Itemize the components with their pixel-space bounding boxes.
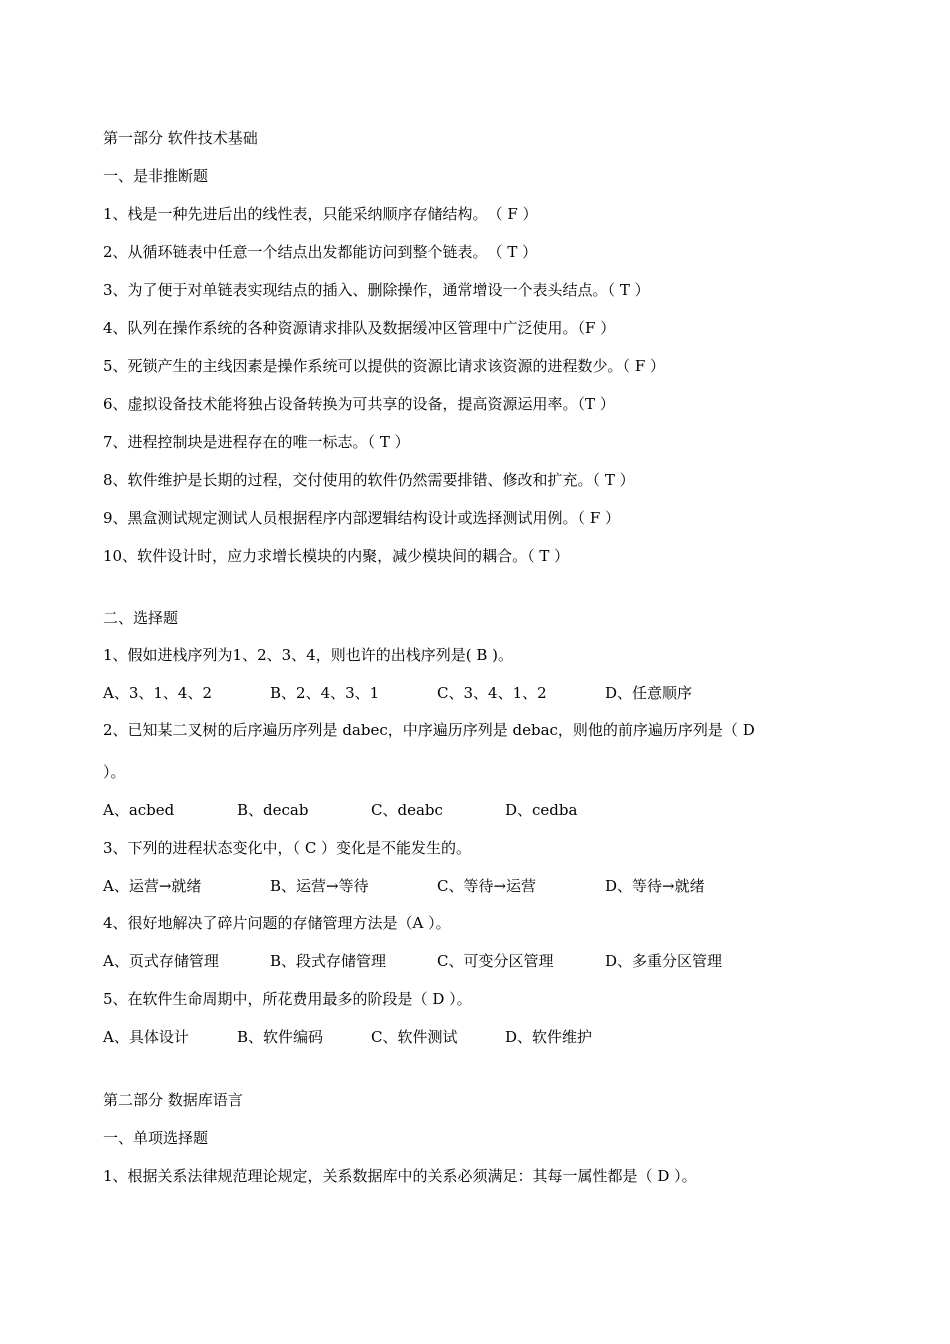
mc-q2-option-c: C、deabc xyxy=(371,801,443,819)
tf-question-2: 2、从循环链表中任意一个结点出发都能访问到整个链表。 （ T ） xyxy=(103,243,538,261)
mc-question-4: 4、很好地解决了碎片问题的存储管理方法是（A ）。 xyxy=(103,914,451,932)
mc-q2-option-a: A、acbed xyxy=(103,801,175,819)
mc-q5-option-d: D、软件维护 xyxy=(505,1028,593,1046)
tf-question-1: 1、栈是一种先进后出的线性表，只能采纳顺序存储结构。 （ F ） xyxy=(103,205,538,223)
part1-title: 第一部分 软件技术基础 xyxy=(103,129,258,147)
mc-q4-option-b: B、段式存储管理 xyxy=(270,952,387,970)
part2-section-heading: 一、单项选择题 xyxy=(103,1129,209,1147)
tf-question-5: 5、死锁产生的主线因素是操作系统可以提供的资源比请求该资源的进程数少。（ F ） xyxy=(103,357,665,375)
tf-question-7: 7、进程控制块是进程存在的唯一标志。（ T ） xyxy=(103,433,410,451)
part2-question-1: 1、根据关系法律规范理论规定，关系数据库中的关系必须满足：其每一属性都是（ D ）。 xyxy=(103,1167,697,1185)
mc-q5-option-b: B、软件编码 xyxy=(237,1028,324,1046)
mc-q2-option-b: B、decab xyxy=(237,801,309,819)
mc-q3-option-c: C、等待→运营 xyxy=(437,877,537,895)
mc-q3-option-a: A、运营→就绪 xyxy=(103,877,202,895)
mc-q1-option-a: A、3、1、4、2 xyxy=(103,684,213,702)
tf-question-9: 9、黑盒测试规定测试人员根据程序内部逻辑结构设计或选择测试用例。（ F ） xyxy=(103,509,620,527)
mc-question-2-line-2: ）。 xyxy=(103,763,126,781)
mc-question-2-line-1: 2、已知某二叉树的后序遍历序列是 dabec，中序遍历序列是 debac，则他的前序遍历序列是（ D xyxy=(103,721,755,739)
mc-section-heading: 二、选择题 xyxy=(103,609,179,627)
tf-question-3: 3、为了便于对单链表实现结点的插入、删除操作，通常增设一个表头结点。（ T ） xyxy=(103,281,650,299)
mc-q5-option-c: C、软件测试 xyxy=(371,1028,458,1046)
mc-q1-option-b: B、2、4、3、1 xyxy=(270,684,380,702)
mc-q4-option-c: C、可变分区管理 xyxy=(437,952,554,970)
mc-q3-option-d: D、等待→就绪 xyxy=(605,877,705,895)
mc-q1-option-d: D、任意顺序 xyxy=(605,684,693,702)
tf-question-8: 8、软件维护是长期的过程，交付使用的软件仍然需要排错、修改和扩充。（ T ） xyxy=(103,471,635,489)
mc-q5-option-a: A、具体设计 xyxy=(103,1028,189,1046)
tf-section-heading: 一、是非推断题 xyxy=(103,167,209,185)
mc-q4-option-d: D、多重分区管理 xyxy=(605,952,723,970)
tf-question-6: 6、虚拟设备技术能将独占设备转换为可共享的设备，提高资源运用率。（T ） xyxy=(103,395,615,413)
tf-question-10: 10、软件设计时，应力求增长模块的内聚，减少模块间的耦合。（ T ） xyxy=(103,547,570,565)
mc-q3-option-b: B、运营→等待 xyxy=(270,877,369,895)
mc-q1-option-c: C、3、4、1、2 xyxy=(437,684,547,702)
mc-question-1: 1、假如进栈序列为1、2、3、4，则也许的出栈序列是( B )。 xyxy=(103,646,513,664)
mc-q4-option-a: A、页式存储管理 xyxy=(103,952,219,970)
mc-q2-option-d: D、cedba xyxy=(505,801,578,819)
mc-question-5: 5、在软件生命周期中，所花费用最多的阶段是（ D ）。 xyxy=(103,990,472,1008)
part2-title: 第二部分 数据库语言 xyxy=(103,1091,243,1109)
tf-question-4: 4、队列在操作系统的各种资源请求排队及数据缓冲区管理中广泛使用。（F ） xyxy=(103,319,616,337)
mc-question-3: 3、下列的进程状态变化中，（ C ）变化是不能发生的。 xyxy=(103,839,472,857)
